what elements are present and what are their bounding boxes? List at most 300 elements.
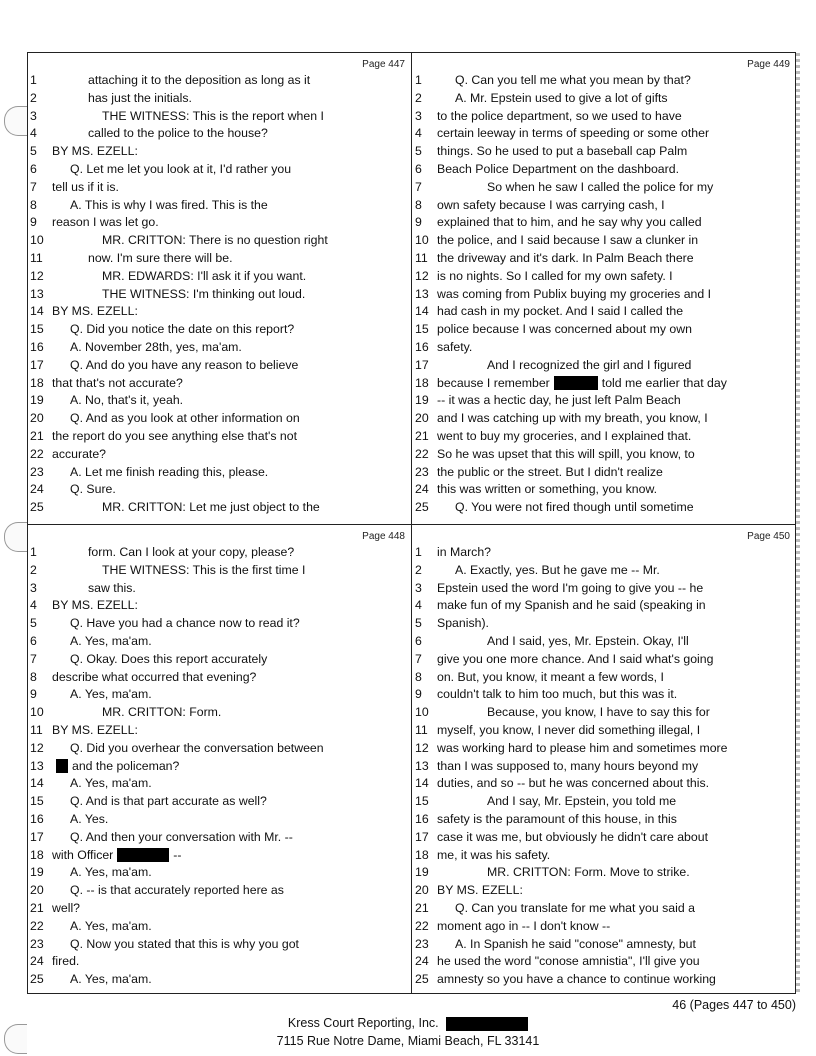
- line-text-part: Q. Can you translate for me what you said a: [455, 900, 695, 915]
- transcript-line: [413, 597, 796, 615]
- line-text-part: case it was me, but obviously he didn't care about: [437, 829, 708, 844]
- line-text: [437, 615, 489, 633]
- line-text-part: to the police department, so we used to have: [437, 108, 682, 123]
- transcript-line: [28, 775, 411, 793]
- line-text-part: make fun of my Spanish and he said (speaking in: [437, 598, 706, 613]
- line-text: [52, 758, 179, 776]
- transcript-line: [28, 268, 411, 286]
- transcript-line: [413, 793, 796, 811]
- line-text-part: A. Yes, ma'am.: [70, 972, 152, 987]
- transcript-line: [413, 758, 796, 776]
- line-text-part: tell us if it is.: [52, 179, 119, 194]
- transcript-line: [413, 686, 796, 704]
- line-number: 23: [415, 936, 429, 951]
- line-text: [437, 108, 682, 126]
- line-text-part: safety.: [437, 339, 473, 354]
- line-text: [52, 562, 305, 580]
- transcript-line: [413, 615, 796, 633]
- transcript-line: [28, 793, 411, 811]
- line-number: 6: [415, 633, 422, 648]
- line-text-part: A. Let me finish reading this, please.: [70, 464, 269, 479]
- line-text-part: Q. Sure.: [70, 482, 116, 497]
- transcript-line: [28, 481, 411, 499]
- line-text: [52, 90, 192, 108]
- line-number: 17: [415, 357, 429, 372]
- line-text: [437, 882, 523, 900]
- line-number: 16: [30, 339, 44, 354]
- page-edge-shadow: [796, 53, 800, 993]
- line-text-part: A. Yes, ma'am.: [70, 918, 152, 933]
- transcript-line: [28, 392, 411, 410]
- line-text: [437, 544, 491, 562]
- line-text-part: form. Can I look at your copy, please?: [88, 545, 295, 559]
- transcript-line: [413, 829, 796, 847]
- line-number: 14: [415, 304, 429, 319]
- line-text-part: well?: [52, 900, 81, 915]
- line-text: [52, 633, 152, 651]
- line-text-part: So he was upset that this will spill, you know, to: [437, 446, 695, 461]
- transcript-line: [413, 357, 796, 375]
- page-number: Page 449: [747, 59, 790, 70]
- line-text: [52, 392, 183, 410]
- line-text: [52, 125, 268, 143]
- transcript-line: [28, 143, 411, 161]
- transcript-line: [28, 580, 411, 598]
- line-text: [52, 375, 183, 393]
- line-number: 5: [415, 144, 422, 159]
- redaction: [56, 759, 68, 773]
- line-text-part: BY MS. EZELL:: [437, 883, 523, 898]
- line-number: 7: [30, 179, 37, 194]
- transcript-line: [413, 161, 796, 179]
- line-text: [52, 651, 267, 669]
- line-text: [437, 339, 472, 357]
- line-text: [437, 633, 689, 651]
- line-number: 19: [415, 393, 429, 408]
- line-text-part: BY MS. EZELL:: [52, 304, 138, 319]
- line-text: [52, 72, 310, 90]
- line-text-part: -- it was a hectic day, he just left Palm Beach: [437, 393, 681, 408]
- line-text-part: Beach Police Department on the dashboard.: [437, 161, 679, 176]
- transcript-line: [413, 633, 796, 651]
- line-text: [52, 793, 267, 811]
- line-text-part: A. Yes, ma'am.: [70, 776, 152, 791]
- transcript-line: [28, 669, 411, 687]
- line-number: 11: [415, 250, 428, 265]
- line-number: 23: [30, 936, 44, 951]
- line-number: 1: [30, 73, 37, 87]
- line-text-part: the report do you see anything else that's not: [52, 428, 298, 443]
- transcript-line: [28, 740, 411, 758]
- line-text-part: told me earlier that day: [601, 375, 727, 390]
- line-text-part: And I said, yes, Mr. Epstein. Okay, I'll: [487, 633, 689, 648]
- transcript-line: [413, 250, 796, 268]
- line-text-part: MR. CRITTON: There is no question right: [102, 233, 328, 248]
- line-number: 24: [30, 482, 44, 497]
- line-number: 2: [30, 90, 37, 105]
- transcript-lines: [413, 544, 796, 989]
- line-text: [52, 740, 324, 758]
- line-text: [52, 161, 291, 179]
- line-text: [52, 214, 159, 232]
- transcript-page: [413, 53, 796, 524]
- transcript-line: [413, 722, 796, 740]
- line-number: 14: [30, 776, 44, 791]
- line-text-part: amnesty so you have a chance to continue working: [437, 972, 716, 987]
- transcript-line: [28, 722, 411, 740]
- line-number: 12: [30, 268, 44, 283]
- line-text: [437, 971, 716, 989]
- transcript-line: [413, 392, 796, 410]
- transcript-line: [413, 410, 796, 428]
- line-number: 4: [30, 126, 37, 141]
- line-text: [52, 108, 324, 126]
- transcript-line: [28, 758, 411, 776]
- line-number: 6: [30, 633, 37, 648]
- line-number: 25: [30, 500, 44, 515]
- line-text: [52, 357, 298, 375]
- line-number: 19: [30, 393, 44, 408]
- line-text: [52, 686, 152, 704]
- line-number: 1: [30, 545, 37, 559]
- transcript-line: [413, 72, 796, 90]
- transcript-line: [413, 232, 796, 250]
- binder-hole: [4, 522, 27, 552]
- transcript-line: [28, 286, 411, 304]
- column-divider: [411, 53, 412, 993]
- line-text-part: went to buy my groceries, and I explained that.: [437, 428, 692, 443]
- line-number: 12: [30, 740, 44, 755]
- transcript-page: [28, 525, 411, 996]
- line-number: 10: [415, 233, 429, 248]
- line-text: [52, 464, 268, 482]
- line-text: [437, 499, 694, 517]
- line-text-part: Q. Okay. Does this report accurately: [70, 651, 268, 666]
- line-text-part: --: [173, 847, 182, 862]
- line-text: [52, 428, 297, 446]
- transcript-line: [28, 615, 411, 633]
- line-text: [437, 562, 660, 580]
- redaction: [446, 1017, 528, 1031]
- line-text-part: was working hard to please him and sometimes more: [437, 740, 728, 755]
- line-text: [52, 900, 80, 918]
- line-text: [437, 143, 687, 161]
- transcript-line: [413, 143, 796, 161]
- line-number: 18: [415, 375, 429, 390]
- line-text: [437, 722, 700, 740]
- line-text-part: Q. Now you stated that this is why you got: [70, 936, 299, 951]
- line-text-part: attaching it to the deposition as long as it: [88, 73, 311, 87]
- line-text: [52, 197, 268, 215]
- line-text: [437, 464, 663, 482]
- transcript-line: [28, 321, 411, 339]
- transcript-line: [413, 268, 796, 286]
- transcript-line: [413, 303, 796, 321]
- line-number: 13: [30, 758, 44, 773]
- line-text: [52, 811, 108, 829]
- line-text: [52, 286, 305, 304]
- transcript-line: [28, 704, 411, 722]
- line-text: [437, 232, 698, 250]
- transcript-line: [28, 90, 411, 108]
- line-text-part: reason I was let go.: [52, 215, 159, 230]
- line-number: 16: [415, 811, 429, 826]
- line-text-part: A. No, that's it, yeah.: [70, 393, 184, 408]
- line-text: [437, 864, 690, 882]
- transcript-line: [28, 936, 411, 954]
- line-number: 21: [415, 900, 429, 915]
- line-number: 24: [415, 954, 429, 969]
- line-number: 16: [30, 811, 44, 826]
- line-number: 10: [30, 705, 44, 720]
- transcript-lines: [413, 72, 796, 517]
- line-text: [437, 704, 710, 722]
- line-text: [52, 303, 138, 321]
- line-number: 19: [30, 865, 44, 880]
- transcript-line: [413, 125, 796, 143]
- transcript-line: [28, 882, 411, 900]
- line-number: 17: [30, 829, 44, 844]
- transcript-line: [413, 286, 796, 304]
- transcript-line: [413, 339, 796, 357]
- line-number: 23: [30, 464, 44, 479]
- line-text: [437, 918, 610, 936]
- transcript-line: [413, 651, 796, 669]
- line-text: [437, 900, 695, 918]
- line-number: 8: [30, 669, 37, 684]
- transcript-line: [28, 72, 411, 90]
- transcript-line: [28, 232, 411, 250]
- line-text-part: A. Yes, ma'am.: [70, 633, 152, 648]
- line-text-part: So when he saw I called the police for my: [487, 179, 714, 194]
- transcript-line: [28, 918, 411, 936]
- line-text-part: he used the word "conose amnistia", I'll give you: [437, 954, 700, 969]
- line-text: [52, 615, 300, 633]
- transcript-line: [413, 197, 796, 215]
- transcript-line: [413, 740, 796, 758]
- line-number: 24: [415, 482, 429, 497]
- line-number: 25: [415, 500, 429, 515]
- line-number: 4: [415, 598, 422, 613]
- line-text: [52, 936, 299, 954]
- line-text-part: Q. And then your conversation with Mr. --: [70, 829, 293, 844]
- line-text-part: MR. CRITTON: Form.: [102, 705, 222, 720]
- line-number: 1: [415, 545, 422, 559]
- transcript-line: [413, 214, 796, 232]
- line-number: 10: [415, 705, 429, 720]
- line-text-part: A. Mr. Epstein used to give a lot of gifts: [455, 90, 668, 105]
- line-text-part: A. Exactly, yes. But he gave me -- Mr.: [455, 562, 660, 577]
- transcript-line: [413, 446, 796, 464]
- transcript-line: [413, 375, 796, 393]
- line-text-part: give you one more chance. And I said what's going: [437, 651, 714, 666]
- transcript-page: [413, 525, 796, 996]
- line-text-part: Q. And do you have any reason to believe: [70, 357, 299, 372]
- transcript-line: [413, 562, 796, 580]
- transcript-line: [413, 704, 796, 722]
- transcript-line: [28, 375, 411, 393]
- line-number: 7: [415, 179, 422, 194]
- redaction: [554, 376, 598, 390]
- line-text-part: called to the police to the house?: [88, 126, 268, 141]
- transcript-line: [28, 597, 411, 615]
- line-number: 21: [30, 428, 44, 443]
- line-text: [52, 775, 152, 793]
- line-text-part: A. November 28th, yes, ma'am.: [70, 339, 242, 354]
- line-text: [437, 410, 708, 428]
- line-text: [437, 321, 692, 339]
- line-number: 12: [415, 740, 429, 755]
- line-number: 7: [415, 651, 422, 666]
- transcript-line: [28, 464, 411, 482]
- line-number: 25: [30, 972, 44, 987]
- line-text-part: MR. CRITTON: Form. Move to strike.: [487, 865, 690, 880]
- line-text: [52, 864, 152, 882]
- transcript-lines: [28, 544, 411, 989]
- line-text-part: Q. Can you tell me what you mean by that?: [455, 73, 691, 87]
- transcript-line: [413, 481, 796, 499]
- line-number: 5: [415, 616, 422, 631]
- transcript-line: [413, 882, 796, 900]
- line-text-part: saw this.: [88, 580, 136, 595]
- line-text-part: BY MS. EZELL:: [52, 598, 138, 613]
- transcript-line: [413, 918, 796, 936]
- line-text: [437, 740, 727, 758]
- redaction: [117, 848, 169, 862]
- line-text-part: Q. Did you overhear the conversation between: [70, 740, 324, 755]
- line-text: [52, 481, 116, 499]
- line-number: 13: [30, 286, 44, 301]
- line-text-part: A. In Spanish he said "conose" amnesty, but: [455, 936, 696, 951]
- line-text-part: was coming from Publix buying my groceries and I: [437, 286, 712, 301]
- line-text-part: couldn't talk to him too much, but this was it.: [437, 687, 678, 702]
- line-number: 20: [30, 883, 44, 898]
- line-text: [52, 918, 152, 936]
- line-text: [52, 339, 242, 357]
- line-text: [52, 268, 306, 286]
- line-number: 14: [415, 776, 429, 791]
- line-text: [437, 758, 698, 776]
- transcript-line: [28, 250, 411, 268]
- transcript-line: [28, 197, 411, 215]
- line-text-part: in March?: [437, 545, 491, 559]
- transcript-lines: [28, 72, 411, 517]
- company-name: Kress Court Reporting, Inc.: [287, 1016, 439, 1030]
- transcript-line: [28, 686, 411, 704]
- line-number: 15: [30, 322, 44, 337]
- line-number: 9: [30, 215, 37, 230]
- line-text-part: Spanish).: [437, 616, 489, 631]
- transcript-line: [28, 562, 411, 580]
- line-text: [437, 72, 691, 90]
- line-number: 20: [415, 883, 429, 898]
- line-text: [52, 829, 293, 847]
- line-text-part: me, it was his safety.: [437, 847, 551, 862]
- line-text: [437, 392, 681, 410]
- transcript-line: [28, 971, 411, 989]
- line-text-part: Because, you know, I have to say this for: [487, 705, 710, 720]
- line-number: 17: [415, 829, 429, 844]
- line-text-part: Q. And as you look at other information on: [70, 411, 300, 426]
- line-number: 3: [30, 108, 37, 123]
- line-text: [437, 446, 695, 464]
- line-text-part: A. Yes, ma'am.: [70, 865, 152, 880]
- page-number: Page 450: [747, 531, 790, 542]
- line-number: 19: [415, 865, 429, 880]
- page-number: Page 448: [362, 531, 405, 542]
- line-number: 14: [30, 304, 44, 319]
- transcript-line: [413, 669, 796, 687]
- transcript-line: [28, 633, 411, 651]
- transcript-line: [413, 544, 796, 562]
- line-text-part: than I was supposed to, many hours beyond my: [437, 758, 699, 773]
- transcript-line: [28, 829, 411, 847]
- line-text: [52, 544, 294, 562]
- line-text: [437, 936, 696, 954]
- line-text: [52, 669, 256, 687]
- footer-company: [0, 1016, 816, 1031]
- line-number: 25: [415, 972, 429, 987]
- line-number: 11: [415, 722, 428, 737]
- line-text: [52, 580, 136, 598]
- line-text: [437, 197, 665, 215]
- line-text: [437, 597, 706, 615]
- line-number: 12: [415, 268, 429, 283]
- line-text-part: A. Yes.: [70, 811, 109, 826]
- line-number: 11: [30, 722, 43, 737]
- line-text: [437, 428, 691, 446]
- transcript-line: [28, 847, 411, 865]
- line-number: 13: [415, 758, 429, 773]
- line-number: 18: [30, 375, 44, 390]
- transcript-line: [413, 864, 796, 882]
- line-text: [437, 125, 709, 143]
- line-text-part: certain leeway in terms of speeding or some other: [437, 126, 710, 141]
- transcript-page: [28, 53, 411, 524]
- line-number: 23: [415, 464, 429, 479]
- line-text-part: A. Yes, ma'am.: [70, 687, 152, 702]
- line-number: 2: [415, 90, 422, 105]
- line-number: 2: [415, 562, 422, 577]
- line-number: 15: [415, 794, 429, 809]
- transcript-line: [28, 544, 411, 562]
- line-text: [52, 321, 294, 339]
- line-text: [437, 811, 677, 829]
- line-text: [437, 686, 677, 704]
- line-number: 13: [415, 286, 429, 301]
- transcript-line: [413, 90, 796, 108]
- transcript-line: [28, 357, 411, 375]
- line-number: 11: [30, 250, 43, 265]
- line-text-part: accurate?: [52, 446, 107, 461]
- transcript-line: [413, 580, 796, 598]
- line-number: 18: [30, 847, 44, 862]
- line-text: [437, 793, 676, 811]
- line-text: [52, 446, 106, 464]
- transcript-line: [413, 847, 796, 865]
- line-text: [437, 651, 713, 669]
- line-number: 18: [415, 847, 429, 862]
- transcript-line: [28, 214, 411, 232]
- line-text-part: things. So he used to put a baseball cap Palm: [437, 144, 688, 159]
- line-text-part: THE WITNESS: This is the first time I: [102, 562, 306, 577]
- line-text-part: THE WITNESS: This is the report when I: [102, 108, 324, 123]
- line-text: [52, 597, 138, 615]
- line-text: [437, 214, 702, 232]
- line-text: [52, 143, 138, 161]
- line-number: 17: [30, 357, 44, 372]
- line-text: [437, 357, 691, 375]
